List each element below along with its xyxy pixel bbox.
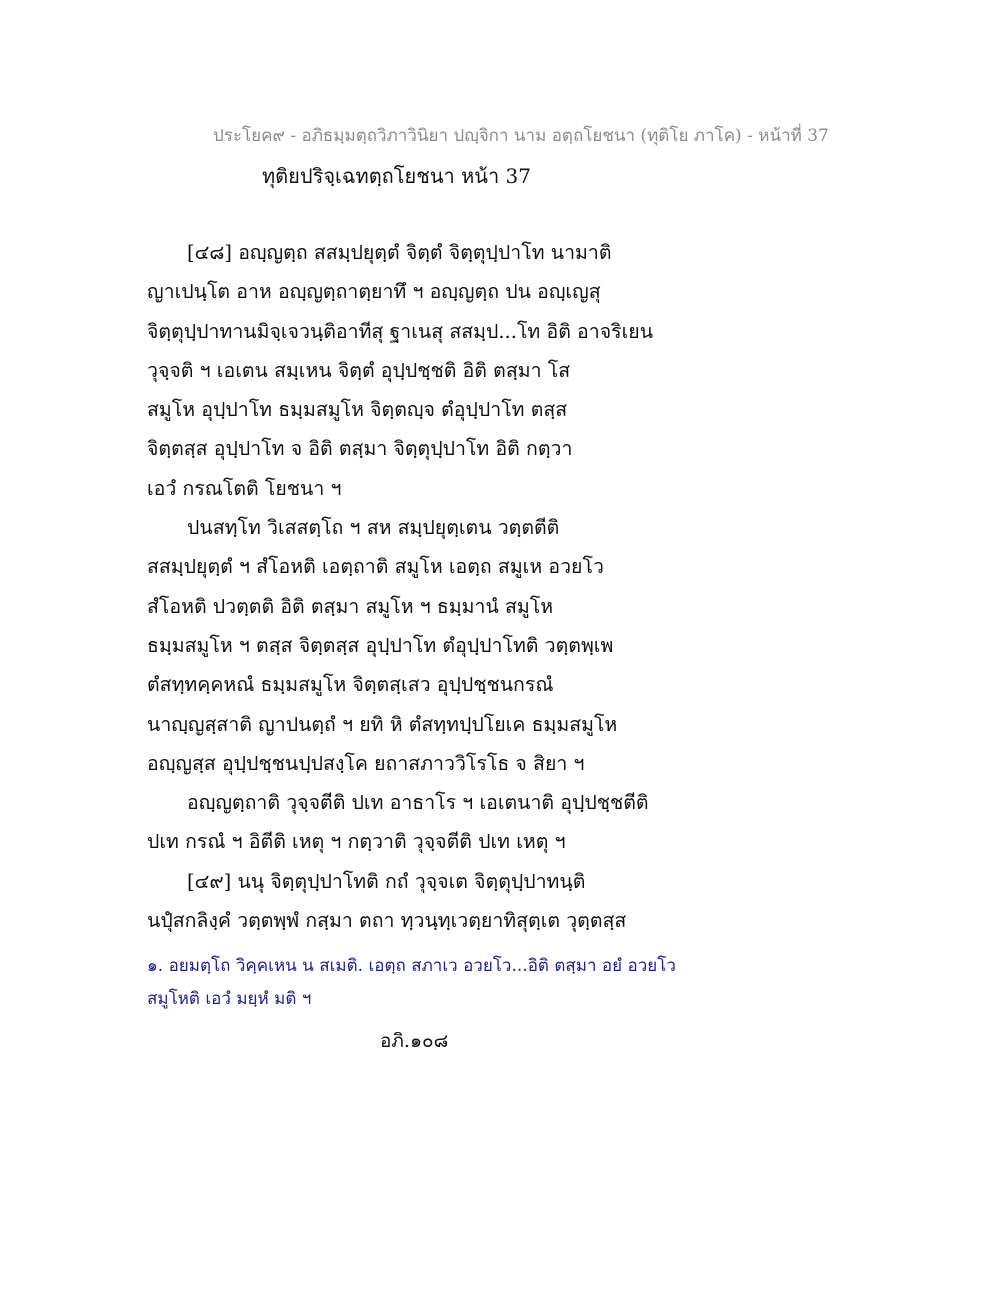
body-line: เอวํ กรณโตติ โยชนา ฯ <box>147 476 342 500</box>
body-line: ธมฺมสมูโห ฯ ตสฺส จิตฺตสฺส อุปฺปาโท ตํอุปฺปาโทติ วตฺตพฺเพ <box>147 633 614 657</box>
body-line: สํโอหติ ปวตฺตติ อิติ ตสฺมา สมูโห ฯ ธมฺมานํ สมูโห <box>147 594 554 618</box>
footnote-line: สมูโหติ เอวํ มยฺหํ มติ ฯ <box>147 989 312 1009</box>
body-line: อญฺญสฺส อุปฺปชฺชนปฺปสงฺโค ยถาสภาววิโรโธ จ สิยา ฯ <box>147 751 585 775</box>
body-line: สมูโห อุปฺปาโท ธมฺมสมูโห จิตฺตญฺจ ตํอุปฺปาโท ตสฺส <box>147 398 568 422</box>
body-line: อญฺญตฺถาติ วุจฺจตีติ ปเท อาธาโร ฯ เอเตนาติ อุปฺปชฺชตีติ <box>187 791 649 815</box>
body-line: วุจฺจติ ฯ เอเตน สมฺเหน จิตฺตํ อุปฺปชฺชติ อิติ ตสฺมา โส <box>147 358 571 382</box>
footnote-line: ๑. อยมตฺโถ วิคฺคเหน น สเมติ. เอตฺถ สภาเว อวยโว...อิติ ตสฺมา อยํ อวยโว <box>147 956 676 976</box>
section-header: ทุติยปริจฺเฉทตฺถโยชนา หน้า 37 <box>262 164 531 188</box>
body-line: ปนสทฺโท วิเสสตฺโถ ฯ สห สมฺปยุตฺเตน วตฺตตีติ <box>187 516 560 540</box>
body-line: นปุํสกลิงฺคํ วตฺตพฺพํ กสฺมา ตถา ทฺวนฺทฺเวตฺยาทิสุตฺเต วุตฺตสฺส <box>147 909 627 933</box>
body-line: [๔๙] นนุ จิตฺตุปฺปาโทติ กถํ วุจฺจเต จิตฺตุปฺปาทนฺติ <box>187 869 586 893</box>
body-line: ตํสทฺทคฺคหณํ ธมฺมสมูโห จิตฺตสฺเสว อุปฺปชฺชนกรณํ <box>147 673 554 697</box>
body-line: ปเท กรณํ ฯ อิตีติ เหตุ ฯ กตฺวาติ วุจฺจตีติ ปเท เหตุ ฯ <box>147 830 566 854</box>
footnote <box>147 950 747 1016</box>
body-line: นาญฺญสฺสาติ ญาปนตฺถํ ฯ ยทิ หิ ตํสทฺทปฺปโยเค ธมฺมสมูโห <box>147 712 618 736</box>
body-line: ญาเปนฺโต อาห อญฺญตฺถาตฺยาทึ ฯ อญฺญตฺถ ปน อญฺเญสุ <box>147 280 601 304</box>
page-reference: อภิ.๑๐๘ <box>380 1030 449 1052</box>
body-line: [๔๘] อญฺญตฺถ สสมฺปยุตฺตํ จิตฺตํ จิตฺตุปฺปาโท นามาติ <box>187 241 612 264</box>
body-line: สสมฺปยุตฺตํ ฯ สํโอหติ เอตฺถาติ สมูโห เอตฺถ สมูเห อวยโว <box>147 555 604 579</box>
body-line: จิตฺตุปฺปาทานมิจฺเจวนฺติอาทีสุ ฐาเนสุ สสมฺป...โท อิติ อาจริเยน <box>147 319 654 343</box>
body-text <box>147 233 707 940</box>
running-header: ประโยค๙ - อภิธมฺมตฺถวิภาวินิยา ปญฺจิกา นาม อตฺถโยชนา (ทุติโย ภาโค) - หน้าที่ 37 <box>213 126 829 146</box>
body-line: จิตฺตสฺส อุปฺปาโท จ อิติ ตสฺมา จิตฺตุปฺปาโท อิติ กตฺวา <box>147 437 573 461</box>
